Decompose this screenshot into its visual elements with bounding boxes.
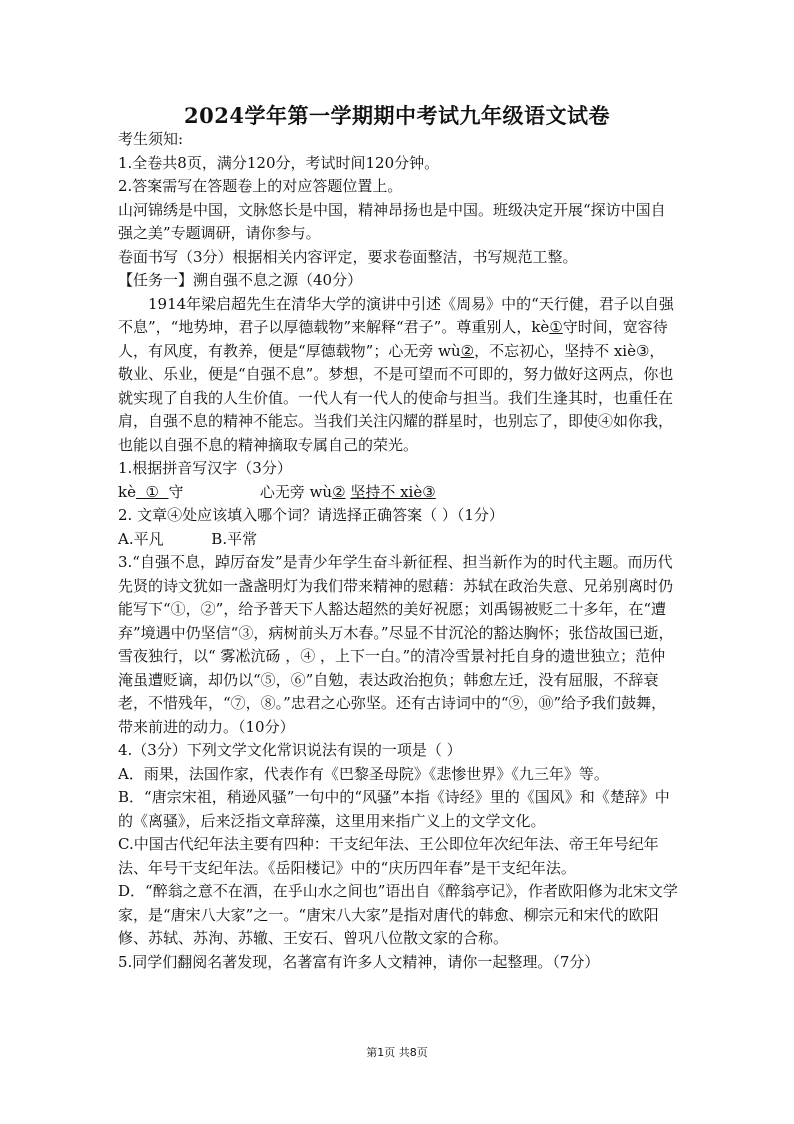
q2-option-b: B.平常 — [211, 529, 258, 548]
task1-heading: 【任务一】溯自强不息之源（40分） — [118, 271, 363, 289]
q4-option-a: A．雨果，法国作家，代表作有《巴黎圣母院》《悲惨世界》《九三年》等。 — [118, 764, 609, 783]
intro-text: 山河锦绣是中国，文脉悠长是中国，精神昂扬也是中国。班级决定开展“探访中国自强之美”专题调研，请你参与。 — [118, 200, 666, 242]
q1-a-char: 守 — [168, 482, 184, 501]
notice-heading: 考生须知: — [118, 130, 184, 148]
question-1-answers — [118, 481, 678, 505]
notice-item: 2.答案需写在答题卷上的对应答题位置上。 — [118, 177, 403, 195]
passage-text: ，不忘初心，坚持不 xiè③，敬业、乐业，便是“自强不息”。梦想，不是可望而不可即的，努力做好这两点，你也就实现了自我的人生价值。一代人有一代人的使命与担当。我们生逢其时，也重任在肩，自强不息的精神不能忘。当我们关注闪耀的群星时，也别忘了，即使④如你我，也能以自强不息的精神摘取专属自己的荣光。 — [118, 341, 674, 454]
reading-passage — [118, 293, 678, 458]
q1-b-blank: ② — [332, 482, 346, 501]
passage-text: 守时间，宽容待人，有风度，有教养，便是“厚德载物”；心无旁 wù — [118, 318, 668, 360]
question-2-stem: 2. 文章④处应该填入哪个词？请选择正确答案（ ）（1分） — [118, 506, 504, 524]
q4-option-d: D．“醉翁之意不在酒，在乎山水之间也”语出自《醉翁亭记》，作者欧阳修为北宋文学家，是“唐宋八大家”之一。“唐宋八大家”是指对唐代的韩愈、柳宗元和宋代的欧阳修、苏轼、苏洵、苏辙、王安石、曾巩八位散文家的合称。 — [118, 882, 678, 947]
question-2-options — [118, 528, 678, 552]
passage-text: 1914年梁启超先生在清华大学的演讲中引述《周易》中的“天行健，君子以自强不息”，“地势坤，君子以厚德载物”来解释“君子”。尊重别人，kè — [118, 294, 674, 336]
handwriting-note: 卷面书写（3分）根据相关内容评定，要求卷面整洁，书写规范工整。 — [118, 247, 578, 266]
q4-option-b: B．“唐宗宋祖，稍逊风骚”一句中的“风骚”本指《诗经》里的《国风》和《楚辞》中的《离骚》，后来泛指文章辞藻，这里用来指广义上的文学文化。 — [118, 788, 670, 830]
q1-c-text: 坚持不 xiè③ — [350, 482, 436, 501]
page-footer: 第1页 共8页 — [366, 1046, 428, 1059]
q4-option-c: C.中国古代纪年法主要有四种：干支纪年法、王公即位年次纪年法、帝王年号纪年法、年号干支纪年法。《岳阳楼记》中的“庆历四年春”是干支纪年法。 — [118, 835, 659, 877]
exam-title: 2024学年第一学期期中考试九年级语文试卷 — [184, 103, 610, 128]
q1-a-pinyin: kè — [118, 482, 136, 501]
question-5: 5.同学们翻阅名著发现，名著富有许多人文精神，请你一起整理。（7分） — [118, 952, 600, 971]
q2-option-a: A.平凡 — [118, 529, 164, 548]
question-4-stem: 4.（3分）下列文学文化常识说法有误的一项是（ ） — [118, 741, 462, 759]
q1-a-blank: ① — [135, 482, 169, 501]
question-3: 3.“自强不息，踔厉奋发”是青少年学生奋斗新征程、担当新作为的时代主题。而历代先贤的诗文犹如一盏盏明灯为我们带来精神的慰藉：苏轼在政治失意、兄弟别离时仍能写下“①，②”，给予普天下人豁达超然的美好祝愿；刘禹锡被贬二十多年，在“遭弃”境遇中仍坚信“③，病树前头万木春。”尽显不甘沉沦的豁达胸怀；张岱故国已逝，雪夜独行，以“ 雾凇沆砀 ，④ ，上下一白。”的清冷雪景衬托自身的遗世独立；范仲淹虽遭贬谪，却仍以“⑤，⑥”自勉，表达政治抱负；韩愈左迁，没有屈服，不辞衰老，不惜残年，“⑦，⑧。”忠君之心弥坚。还有古诗词中的“⑨，⑩”给予我们鼓舞，带来前进的动力。（10分） — [118, 553, 674, 736]
exam-body — [118, 128, 678, 974]
q1-b-pinyin: 心无旁 wù — [259, 482, 333, 501]
passage-blank-2: ② — [460, 341, 475, 360]
question-1-stem: 1.根据拼音写汉字（3分） — [118, 459, 292, 477]
passage-blank-1: ① — [549, 318, 563, 336]
notice-item: 1.全卷共8页，满分120分，考试时间120分钟。 — [118, 153, 440, 172]
